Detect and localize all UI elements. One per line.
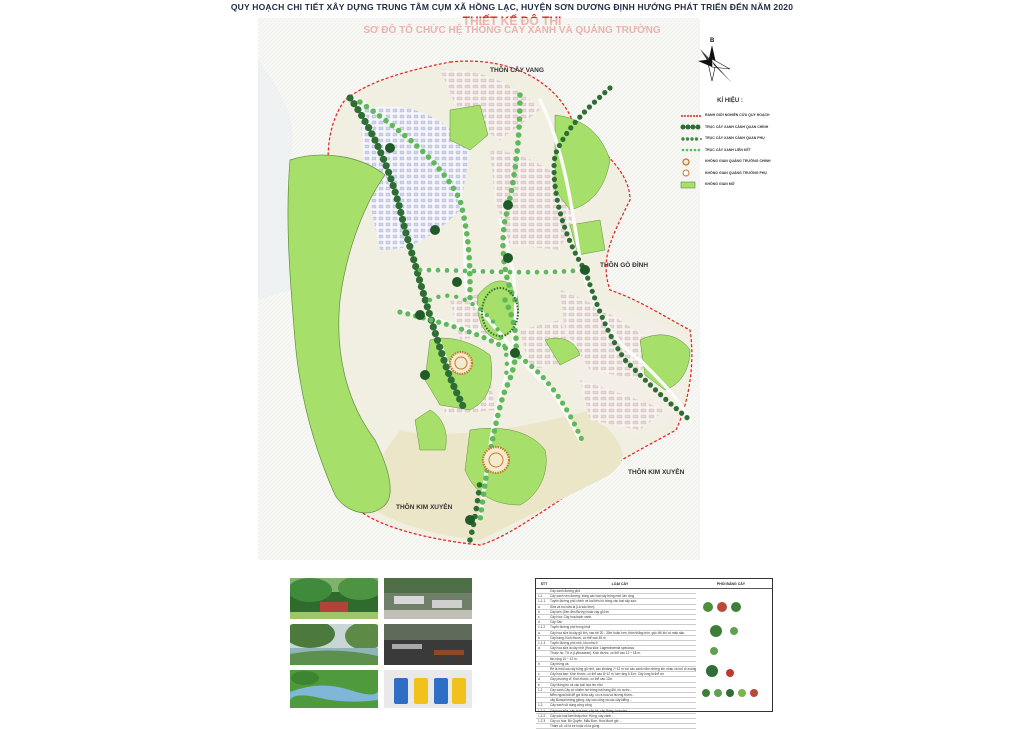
legend-item-secondary-plaza: [680, 168, 780, 180]
photo-benches: [384, 578, 472, 619]
north-letter: B: [710, 38, 715, 44]
legend-item-secondary-axis: [680, 133, 780, 145]
row-number: [536, 693, 550, 697]
row-number: [536, 698, 550, 702]
row-number: 1.3: [538, 703, 543, 708]
open-space-icon: [680, 181, 702, 189]
row-number: 1.1: [538, 594, 543, 599]
plant-description: Cây xanh ven đường: trồng các loại cây bóng mát, tán rộng: [550, 594, 635, 599]
map-main-title: QUY HOẠCH CHI TIẾT XÂY DỰNG TRUNG TÂM CỤM XÃ HỒNG LẠC, HUYỆN SƠN DƯƠNG ĐỊNH HƯỚNG PHÁT TRIỂN ĐẾN NĂM 2020: [230, 2, 794, 12]
plant-description: tán rộng 10 ÷ 12 m.: [550, 656, 578, 661]
column-header: PHỐI BẢNG CÂY: [716, 581, 746, 586]
row-number: a: [538, 646, 540, 651]
row-number: c: [538, 615, 540, 620]
plant-illustrations: [696, 589, 770, 709]
plant-description: Cây các loại tầm thấp như: Hồng, cây cảnh...: [550, 713, 614, 718]
row-number: [536, 589, 550, 593]
tree-icon: [706, 665, 734, 677]
plant-description: kiểm ngoài bãi để gọi là ba cây, có ra hoa và hương thơm...: [550, 693, 635, 698]
row-number: a: [538, 604, 540, 609]
legend-label: TRỤC CÂY XANH CẢNH QUAN PHỤ: [705, 136, 765, 140]
column-header: STT: [540, 581, 548, 586]
plant-description: Cây hoa ban: Kích thước, có thể cao 8÷12 m, tán rộng 5-8 m. Cây lọng là thể ơn: [550, 672, 664, 677]
row-number: b: [538, 609, 540, 614]
plant-description: Cây hoa sữa là cây gỗ lớn, cao tới 20 - 30m hoặc hơn, thân thẳng tròn, gốc đôi khi có mấu sâu.: [550, 630, 686, 635]
legend-item-boundary: [680, 110, 780, 122]
row-number: b: [538, 635, 540, 640]
plant-description: Thảm cỏ: cỏ lá tre hoặc cỏ lá gừng: [550, 724, 600, 729]
map-legend: [680, 98, 780, 191]
row-number: d: [538, 620, 540, 625]
boundary-line-icon: [680, 112, 702, 120]
row-number: [536, 657, 550, 661]
legend-item-open-space: [680, 179, 780, 191]
row-number: c: [538, 672, 540, 677]
tree-icon: [702, 689, 758, 697]
legend-label: RANH GIỚI NGHIÊN CỨU QUY HOẠCH: [705, 113, 770, 117]
photo-trash-bins: [384, 670, 472, 711]
legend-label: TRỤC CÂY XANH CẢNH QUAN CHÍNH: [705, 124, 769, 129]
plant-description: Cây Móng bò và các loài hoa leo như: [550, 682, 603, 687]
tree-icon: [703, 602, 741, 612]
link-tree-axis-icon: [680, 146, 702, 154]
north-arrow: [696, 35, 736, 92]
secondary-plaza: [483, 447, 509, 473]
legend-item-main-axis: [680, 122, 780, 134]
plant-description: Cây hoa: Cây hoa bạch xanh.: [550, 615, 592, 620]
plant-description: Tuyến đường phố trong khối: [550, 625, 591, 630]
photo-park-plaza: [290, 578, 378, 619]
photo-lake-park: [290, 624, 378, 665]
park-oval: [482, 288, 518, 336]
main-plaza-icon: [680, 158, 702, 166]
place-label-kim-xuyen-left: THÔN KIM XUYÊN: [396, 504, 453, 511]
plant-description: Tuyến đường phố nhỏ, khu nhà ở: [550, 641, 598, 646]
legend-item-main-plaza: [680, 156, 780, 168]
row-number: 1.2.3: [538, 719, 546, 724]
row-number: 1.2.1: [538, 708, 546, 713]
plant-description: Rẻ là một loại cây bông gỗ nhỏ, cao khoảng 7÷12 m với các cành nằm những lớn nhau và hơi rủ xuống: [550, 667, 696, 672]
photo-river-garden: [290, 670, 378, 711]
legend-label: KHÔNG GIAN QUẢNG TRƯỜNG PHỤ: [705, 170, 767, 175]
plant-description: Cây cọ hoa: Bồ Quyên, Mẫu Đơn, Hoa Mười giờ ...: [550, 719, 623, 724]
row-number: 1.1.3: [538, 641, 546, 646]
plant-description: Cây xanh Cây có nhiệm hơi trồng hai hàng đôi, hồ nước...: [550, 687, 633, 692]
main-plaza: [450, 352, 472, 374]
row-number: [536, 724, 550, 728]
row-number: d: [538, 677, 540, 682]
row-number: a: [538, 630, 540, 635]
reference-photos: [290, 578, 474, 708]
legend-label: KHÔNG GIAN QUẢNG TRƯỜNG CHÍNH: [705, 159, 771, 163]
plant-species-table: [535, 578, 773, 729]
plant-description: Cây kèn (Sen đen Bướp) hoặc cây gỗ lớn: [550, 609, 610, 614]
legend-label: TRỤC CÂY XANH LIÊN KẾT: [705, 147, 751, 152]
row-number: 1.1.2: [538, 625, 546, 630]
plant-description: Cây hoa sữa, cây hoa ban, cây kè, cây Bàng, hoa sữa ...: [550, 708, 631, 713]
plant-description: Cây hoa sữa là cây nhỡ (Hoa sữa: Lagerstroemia speciosa.: [550, 646, 635, 651]
legend-item-link-axis: [680, 145, 780, 157]
table-header: [536, 579, 772, 589]
row-number: b: [538, 661, 540, 666]
place-label-go-dinh: THÔN GÒ ĐÌNH: [600, 262, 649, 269]
secondary-plaza-icon: [680, 169, 702, 177]
plant-description: Thuộc họ: Tử vi (Lythraceae). Kích thước, có thể cao 12 ÷ 18 m,: [550, 651, 641, 656]
table-row: [536, 724, 696, 729]
photo-street-furniture: [384, 624, 472, 665]
plant-description: Cây xanh đường phố: [550, 589, 581, 593]
tree-icon: [710, 647, 718, 655]
plant-description: Tuyến đường phố chính và hai bên hồ trồng các loại cây sau:: [550, 599, 637, 604]
tree-icon: [710, 625, 738, 637]
plant-description: Sữa và bụi sữa lá (Lá sấu lệch): [550, 604, 595, 609]
column-header: LOẠI CÂY: [611, 581, 629, 586]
plant-description: cây Bonsai không giống, cây cao cũng và các cây kiểng ...: [550, 698, 633, 703]
secondary-tree-axis-icon: [680, 135, 702, 143]
row-number: [536, 651, 550, 655]
row-number: 1.2.2: [538, 713, 546, 718]
row-number: 1.2: [538, 687, 543, 692]
plant-description: Cây Sấu: [550, 620, 563, 625]
row-number: e: [538, 682, 540, 687]
place-label-cay-vang: THÔN CÂY VANG: [490, 67, 544, 74]
legend-title: KÍ HIỆU :: [717, 98, 743, 104]
main-tree-axis-icon: [680, 123, 702, 131]
place-label-kim-xuyen-right: THÔN KIM XUYÊN: [628, 469, 685, 476]
plant-description: Cây phượng vĩ: Kích thước, có thể cao 12m: [550, 677, 613, 682]
plant-description: Cây bàng: Kích thước, có thể cao 35 m: [550, 635, 606, 640]
row-number: 1.1.1: [538, 599, 546, 604]
north-arrow-icon: [696, 35, 736, 87]
legend-label: KHÔNG GIAN MỞ: [705, 182, 735, 186]
plant-description: Cây trứng cá: [550, 661, 569, 666]
plant-description: Cây xanh sử dụng công cộng: [550, 703, 592, 708]
table-body: [536, 589, 696, 729]
row-number: [536, 667, 550, 671]
